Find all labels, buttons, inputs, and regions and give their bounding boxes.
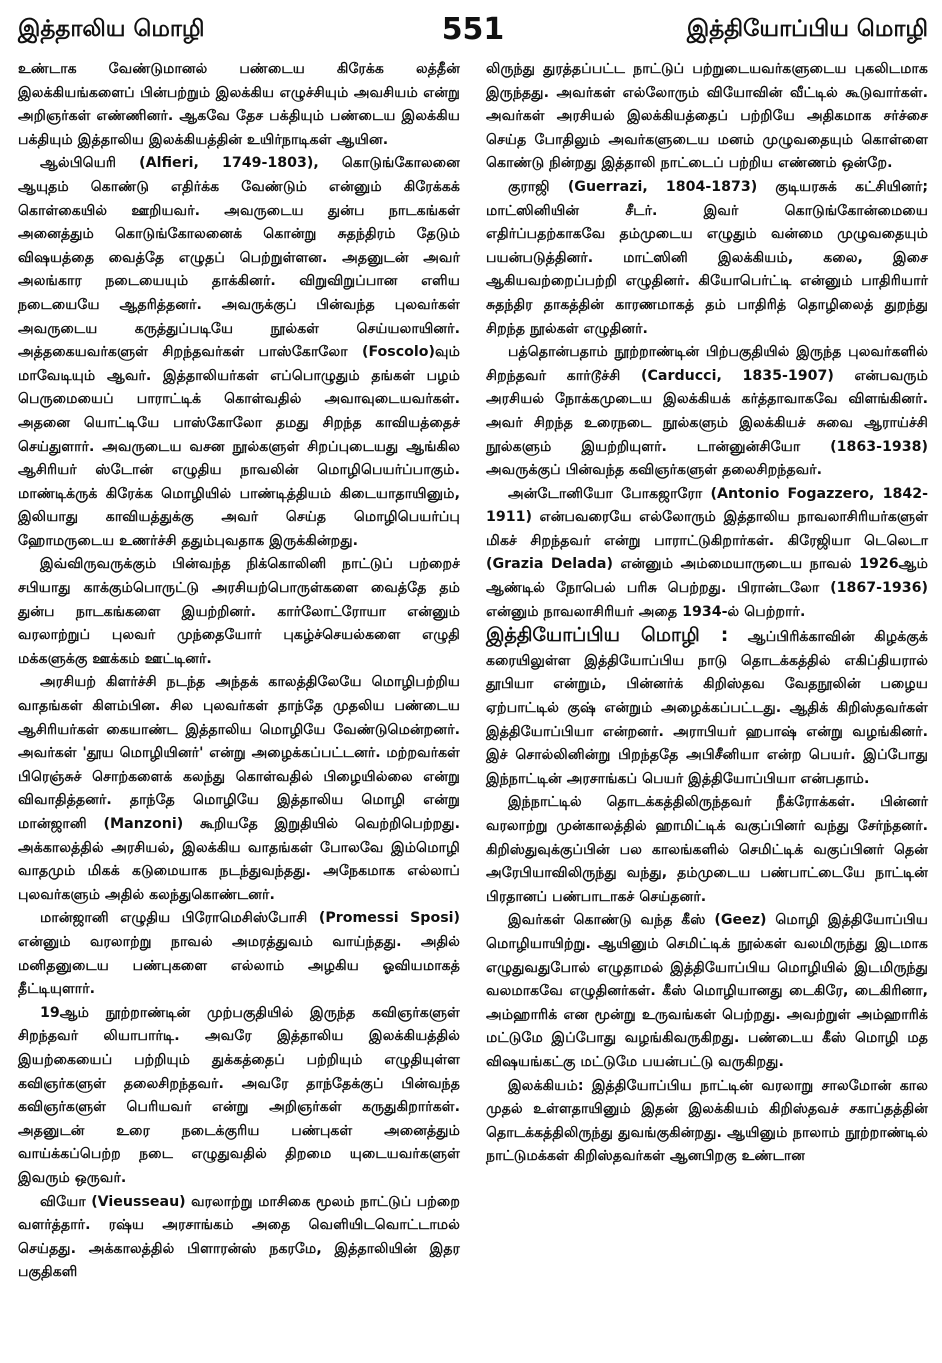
- right-column: [486, 58, 928, 1285]
- page-number: 551: [441, 12, 505, 47]
- paragraph: மான்ஜானி எழுதிய பிரோமெசிஸ்போசி (Promessi Sposi) என்னும் வரலாற்று நாவல் அமரத்துவம் வாய்ந்தது. அதில் மனிதனுடைய பண்புகளை எல்லாம் அழகிய ஓவியமாகத் தீட்டியுளார்.: [18, 910, 460, 998]
- section-paragraph: [486, 624, 928, 791]
- paragraph: இந்நாட்டில் தொடக்கத்திலிருந்தவர் நீக்ரோக்கள். பின்னர் வரலாற்று முன்காலத்தில் ஹாமிட்டிக் வகுப்பினர் வந்து சேர்ந்தனர். கிறிஸ்துவுக்குப்பின் பல காலங்களில் செமிட்டிக் வகுப்பினர் தென் அரேபியாவிலிருந்து வந்து, தம்முடைய பண்பாட்டையே நாட்டின் பிரதானப் பண்பாடாகச் செய்தனர்.: [486, 794, 928, 905]
- paragraph: இவ்விருவருக்கும் பின்வந்த நிக்கொலினி நாட்டுப் பற்றைச் சபியாது காக்கும்பொருட்டு அரசியற்பொருள்களை வைத்தே தம் துன்ப நாடகங்களை இயற்றினர். கார்லோட்ரோயா என்னும் வரலாற்றுப் புலவர் முந்தையோர் புகழ்ச்செயல்களை எழுதி மக்களுக்கு ஊக்கம் ஊட்டினர்.: [18, 556, 460, 667]
- paragraph: 19ஆம் நூற்றாண்டின் முற்பகுதியில் இருந்த கவிஞர்களுள் சிறந்தவர் லியாபார்டி. அவரே இத்தாலிய இலக்கியத்தில் இயற்கையைப் பற்றியும் துக்கத்தைப் பற்றியும் எழுதியுள்ள கவிஞர்களுள் தலைசிறந்தவர். அவரே தாந்தேக்குப் பின்வந்த கவிஞர்களுள் பெரியவர் என்று அறிஞர்கள் கருதுகிறார்கள். அதனுடன் உரை நடைக்குரிய பண்புகள் அனைத்தும் வாய்க்கப்பெற்ற நடை எழுதுவதில் திறமை யுடையவர்களுள் இவரும் ஒருவர்.: [18, 1004, 460, 1186]
- paragraph: லிருந்து துரத்தப்பட்ட நாட்டுப் பற்றுடையவர்களுடைய புகலிடமாக இருந்தது. அவர்கள் எல்லோரும் வியோவின் வீட்டில் கூடுவார்கள். அவர்கள் அரசியல் இலக்கியத்தைப் பற்றியே அதிகமாக சர்ச்சை செய்த போதிலும் அவர்களுடைய மனம் முழுவதையும் கொள்ளை கொண்டு நின்றது இத்தாலி நாட்டைப் பற்றிய எண்ணம் ஒன்றே.: [486, 61, 928, 172]
- paragraph: குராஜி (Guerrazi, 1804-1873) குடியரசுக் கட்சியினர்; மாட்ஸினியின் சீடர். இவர் கொடுங்கோன்மையை எதிர்ப்பதற்காகவே தம்முடைய எழுதும் வன்மை முழுவதையும் பயன்படுத்தினர். மாட்ஸினி இலக்கியம், கலை, இசை ஆகியவற்றைப்பற்றி எழுதினர். கியோபெர்ட்டி என்னும் பாதிரியார் சுதந்திர தாகத்தின் காரணமாகத் தம் பாதிரித் தொழிலைத் துறந்து சிறந்த நூல்கள் எழுதினர்.: [486, 178, 928, 337]
- paragraph: உண்டாக வேண்டுமானல் பண்டைய கிரேக்க லத்தீன் இலக்கியங்களைப் பின்பற்றும் இலக்கிய எழுச்சியும் அவசியம் என்று அறிஞர்கள் எண்ணினர். ஆகவே தேச பக்தியும் பண்டைய இலக்கிய பக்தியும் இத்தாலிய இலக்கியத்தின் உயிர்நாடிகள் ஆயின.: [18, 61, 460, 148]
- page-header: [18, 12, 928, 58]
- paragraph: இலக்கியம்: இத்தியோப்பிய நாட்டின் வரலாறு சாலமோன் கால முதல் உள்ளதாயினும் இதன் இலக்கியம் கிறிஸ்தவச் சகாப்தத்தின் தொடக்கத்திலிருந்து துவங்குகின்றது. ஆயினும் நாலாம் நூற்றாண்டில் நாட்டுமக்கள் கிறிஸ்தவர்கள் ஆனபிறகு உண்டான: [486, 1077, 928, 1165]
- paragraph: அரசியற் கிளர்ச்சி நடந்த அந்தக் காலத்திலேயே மொழிபற்றிய வாதங்கள் கிளம்பின. சில புலவர்கள் தாந்தே முதலிய பண்டைய ஆசிரியர்கள் கையாண்ட இத்தாலிய மொழியே வேண்டுமென்றனர். அவர்கள் 'தூய மொழியினர்' என்று அழைக்கப்பட்டனர். மற்றவர்கள் பிரெஞ்சுச் சொற்களைக் கலந்து கொள்வதில் பிழையில்லை என்று விவாதித்தனர். தாந்தே மொழியே இத்தாலிய மொழி என்று மான்ஜானி (Manzoni) கூறியதே இறுதியில் வெற்றிபெற்றது. அக்காலத்தில் அரசியல், இலக்கிய வாதங்கள் போலவே இம்மொழி வாதமும் மிகக் கடுமையாக நடந்துவந்தது. அநேகமாக எல்லாப் புலவர்களும் அதில் கலந்துகொண்டனர்.: [18, 674, 460, 903]
- paragraph-text: ஆப்பிரிக்காவின் கிழக்குக் கரையிலுள்ள இத்தியோப்பிய நாடு தொடக்கத்தில் எகிப்தியரால் தூபியா என்றும், பின்னர்க் கிறிஸ்தவ வேதநூலின் பழைய ஏற்பாட்டில் குஷ் என்றும் அழைக்கப்பட்டது. ஆதிக் கிறிஸ்தவர்கள் இத்தியோப்பியா என்றனர். அராபியர் ஹபாஷ் என்று வழங்கினர். இச் சொல்லினின்று பிறந்ததே அபிசீனியா என்ற பெயர். இப்போது இந்நாட்டின் அரசாங்கப் பெயர் இத்தியோப்பியா என்பதாம்.: [486, 629, 928, 787]
- paragraph: இவர்கள் கொண்டு வந்த கீஸ் (Geez) மொழி இத்தியோப்பிய மொழியாயிற்று. ஆயினும் செமிட்டிக் நூல்கள் வலமிருந்து இடமாக எழுதுவதுபோல் எழுதாமல் இத்தியோப்பிய மொழியில் இடமிருந்து வலமாகவே எழுதினர்கள். கீஸ் மொழியானது டைகிரே, டைகிரினா, அம்ஹாரிக் என மூன்று உருவங்கள் பெற்றது. அவற்றுள் அம்ஹாரிக் மட்டுமே இப்போது வழங்கிவருகிறது. பண்டைய கீஸ் மொழி மத விஷயங்கட்கு மட்டுமே பயன்பட்டு வருகிறது.: [486, 912, 928, 1070]
- paragraph: அன்டோனியோ போகஜாரோ (Antonio Fogazzero, 1842-1911) என்பவரையே எல்லோரும் இத்தாலிய நாவலாசிரியர்களுள் மிகச் சிறந்தவர் என்று பாராட்டுகிறார்கள். கிரேஜியா டெலெடா (Grazia Delada) என்னும் அம்மையாருடைய நாவல் 1926ஆம் ஆண்டில் நோபெல் பரிசு பெற்றது. பிரான்டலோ (1867-1936) என்னும் நாவலாசிரியர் அதை 1934-ல் பெற்றார்.: [486, 485, 928, 620]
- paragraph: பத்தொன்பதாம் நூற்றாண்டின் பிற்பகுதியில் இருந்த புலவர்களில் சிறந்தவர் கார்டூச்சி (Carducci, 1835-1907) என்பவரும் அரசியல் நோக்கமுடைய இலக்கியக் கர்த்தாவாகவே விளங்கினர். அவர் சிறந்த உரைநடை நூல்களும் இலக்கியச் சுவை ஆராய்ச்சி நூல்களும் இயற்றியுளர். டான்னுன்சியோ (1863-1938) அவருக்குப் பின்வந்த கவிஞர்களுள் தலைசிறந்தவர்.: [486, 344, 928, 479]
- left-running-title: இத்தாலிய மொழி: [18, 16, 205, 42]
- paragraph: வியோ (Vieusseau) வரலாற்று மாசிகை மூலம் நாட்டுப் பற்றை வளர்த்தார். ரஷ்ய அரசாங்கம் அதை வெளியிடவொட்டாமல் செய்தது. அக்காலத்தில் பிளாரன்ஸ் நகரமே, இத்தாலியின் இதர பகுதிகளி: [18, 1193, 460, 1281]
- right-running-title: இத்தியோப்பிய மொழி: [686, 16, 928, 42]
- text-columns: [18, 58, 928, 1285]
- section-heading: இத்தியோப்பிய மொழி :: [486, 624, 729, 647]
- left-column: [18, 58, 460, 1285]
- paragraph: ஆல்பியெரி (Alfieri, 1749-1803), கொடுங்கோலனை ஆயுதம் கொண்டு எதிர்க்க வேண்டும் என்னும் கிரேக்கக் கொள்கையில் ஊறியவர். அவருடைய துன்ப நாடகங்கள் அனைத்தும் கொடுங்கோலனைக் கொன்று சுதந்திரம் தேடும் விஷயத்தை வைத்தே எழுதப் பெற்றுள்ளன. அதனுடன் அவர் அலங்கார நடையையும் தாக்கினர். விறுவிறுப்பான எளிய நடையையே ஆதரித்தனர். அவருக்குப் பின்வந்த புலவர்கள் அவருடைய கருத்துப்படியே நூல்கள் செய்யலாயினர். அத்தகையவர்களுள் சிறந்தவர்கள் பாஸ்கோலோ (Foscolo)வும் மாவேடியும் ஆவர். இத்தாலியர்கள் எப்பொழுதும் தங்கள் பழம் பெருமையைப் பாராட்டிக் கொள்வதில் அவாவுடையவர்கள். அதனை யொட்டியே பாஸ்கோலோ தமது சிறந்த காவியத்தைச் செய்துளார். அவருடைய வசன நூல்களுள் சிறப்புடையது ஆங்கில ஆசிரியர் ஸ்டோன் எழுதிய நாவலின் மொழிபெயர்ப்பாகும். மாண்டிக்ருக் கிரேக்க மொழியில் பாண்டித்தியம் கிடையாதாயினும், இலியாது காவியத்துக்கு அவர் செய்த மொழிபெயர்ப்பு ஹோமருடைய உணர்ச்சி ததும்புவதாக இருக்கின்றது.: [18, 155, 460, 549]
